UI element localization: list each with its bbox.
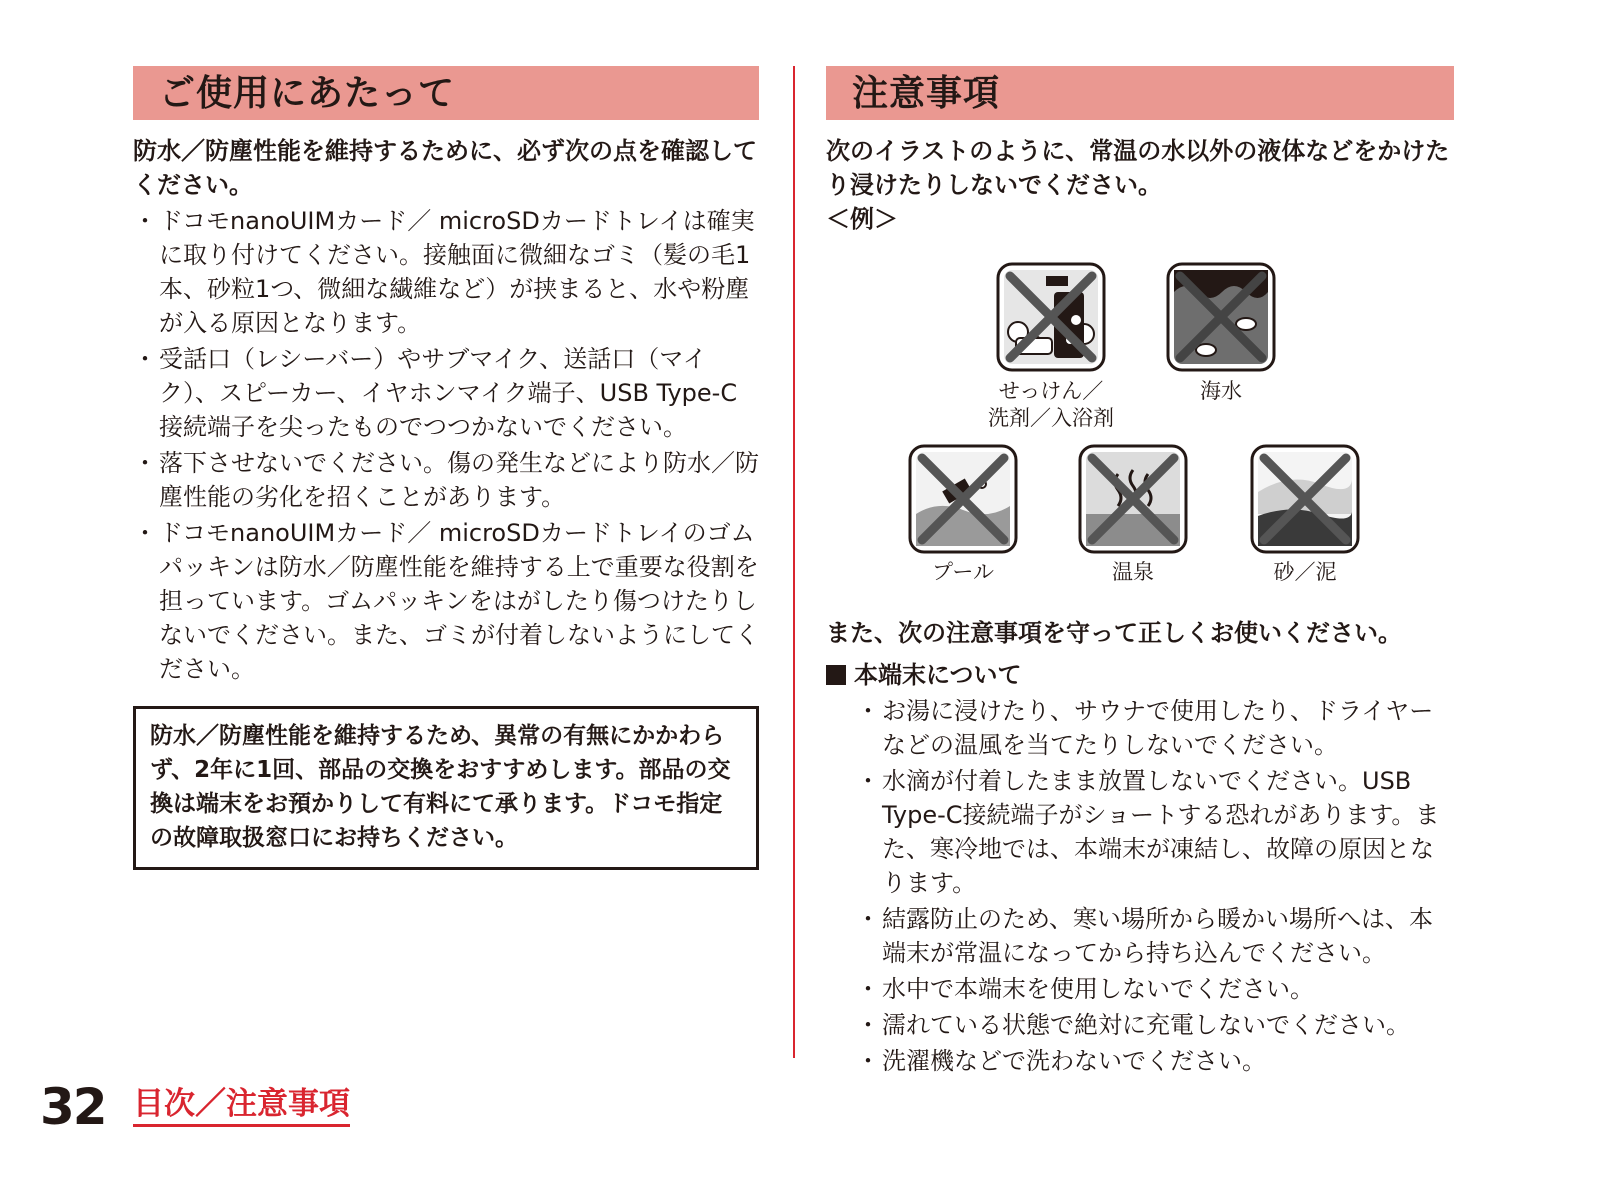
caution-lead: また、次の注意事項を守って正しくお使いください。 xyxy=(826,619,1402,647)
section-title-cautions: 注意事項 xyxy=(826,66,1454,120)
section-title-usage: ご使用にあたって xyxy=(133,66,759,120)
subheading-device: 本端末について xyxy=(826,658,1454,692)
example-label: ＜例＞ xyxy=(826,205,898,233)
caption-pool: プール xyxy=(932,560,994,584)
bullet-dot-icon: ・ xyxy=(133,519,157,547)
list-item: ・ 受話口（レシーバー）やサブマイク、送話口（マイク）、スピーカー、イヤホンマイク端子、USB Type-C接続端子を尖ったものでつつかないでください。 xyxy=(133,342,759,444)
toc-caution-link[interactable]: 目次／注意事項 xyxy=(133,1084,350,1127)
soap-detergent-icon xyxy=(996,262,1106,372)
list-item: ・ 水中で本端末を使用しないでください。 xyxy=(856,972,1454,1006)
bullet-dot-icon: ・ xyxy=(856,1047,880,1075)
bullet-dot-icon: ・ xyxy=(133,449,157,477)
left-column xyxy=(133,66,759,870)
bullet-dot-icon: ・ xyxy=(856,975,880,1003)
bullet-dot-icon: ・ xyxy=(133,345,157,373)
page-number: 32 xyxy=(40,1078,106,1136)
seawater-icon xyxy=(1166,262,1276,372)
hot-spring-icon xyxy=(1078,444,1188,554)
cautions-intro: 次のイラストのように、常温の水以外の液体などをかけたり浸けたりしないでください。 xyxy=(826,137,1450,199)
column-divider xyxy=(793,66,795,1058)
usage-intro: 防水／防塵性能を維持するために、必ず次の点を確認してください。 xyxy=(133,137,757,199)
sand-mud-icon xyxy=(1250,444,1360,554)
pool-icon xyxy=(908,444,1018,554)
bullet-dot-icon: ・ xyxy=(856,767,880,795)
list-item: ・ ドコモnanoUIMカード／ microSDカードトレイのゴムパッキンは防水／防塵性能を維持する上で重要な役割を担っています。ゴムパッキンをはがしたり傷つけたりしないでください。また、ゴミが付着しないようにしてください。 xyxy=(133,516,759,686)
list-item: ・ お湯に浸けたり、サウナで使用したり、ドライヤーなどの温風を当てたりしないでください。 xyxy=(856,694,1454,762)
caption-sand-mud: 砂／泥 xyxy=(1273,560,1337,584)
usage-bullet-list xyxy=(133,204,759,686)
bullet-dot-icon: ・ xyxy=(856,1011,880,1039)
list-item: ・ ドコモnanoUIMカード／ microSDカードトレイは確実に取り付けてください。接触面に微細なゴミ（髪の毛1本、砂粒1つ、微細な繊維など）が挟まると、水や粉塵が入る原因となります。 xyxy=(133,204,759,340)
bullet-dot-icon: ・ xyxy=(856,905,880,933)
bullet-dot-icon: ・ xyxy=(856,697,880,725)
parts-replacement-notice: 防水／防塵性能を維持するため、異常の有無にかかわらず、2年に1回、部品の交換をおすすめします。部品の交換は端末をお預かりして有料にて承ります。ドコモ指定の故障取扱窓口にお持ちください。 xyxy=(133,706,759,870)
list-item: ・ 水滴が付着したまま放置しないでください。USB Type-C接続端子がショートする恐れがあります。また、寒冷地では、本端末が凍結し、故障の原因となります。 xyxy=(856,764,1454,900)
list-item: ・ 結露防止のため、寒い場所から暖かい場所へは、本端末が常温になってから持ち込んでください。 xyxy=(856,902,1454,970)
caption-hot-spring: 温泉 xyxy=(1112,560,1154,584)
device-caution-list xyxy=(856,694,1454,1078)
caption-seawater: 海水 xyxy=(1200,379,1242,403)
caption-soap: せっけん／ 洗剤／入浴剤 xyxy=(988,379,1114,430)
illustration-grid xyxy=(826,236,1454,616)
right-column xyxy=(826,66,1454,1078)
square-bullet-icon xyxy=(826,665,846,685)
list-item: ・ 落下させないでください。傷の発生などにより防水／防塵性能の劣化を招くことがあります。 xyxy=(133,446,759,514)
list-item: ・ 洗濯機などで洗わないでください。 xyxy=(856,1044,1454,1078)
list-item: ・ 濡れている状態で絶対に充電しないでください。 xyxy=(856,1008,1454,1042)
bullet-dot-icon: ・ xyxy=(133,207,157,235)
